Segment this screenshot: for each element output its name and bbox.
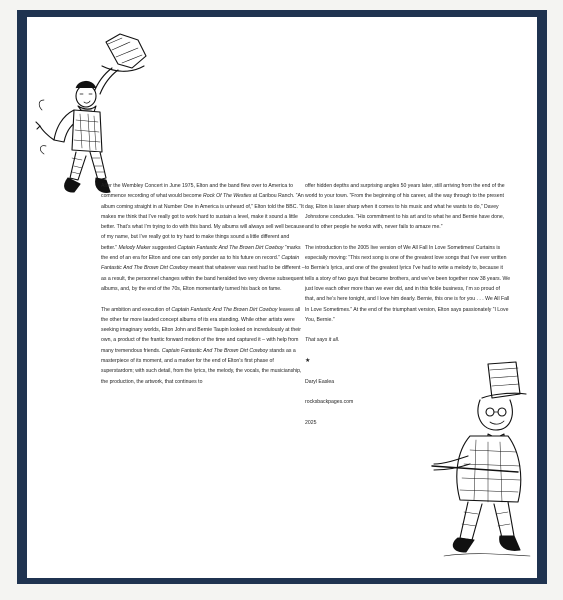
body-paragraph <box>305 243 511 325</box>
right-paragraphs <box>305 181 511 346</box>
body-text: suggested <box>150 244 178 251</box>
italic-title-text: That says it all. <box>305 337 340 344</box>
italic-title-text: Melody Maker <box>118 244 151 251</box>
body-text: stands as a masterpiece of its moment, and a marker for the end of Elton’s first phase of superstardom; with such detail, from the lyrics, the melody, the vocals, the musicianship, the production, the artwork, that continues to <box>101 347 302 385</box>
italic-title-text: Rock Of The Westies <box>203 193 252 200</box>
body-text: at Caribou Ranch. “An album coming straight in at Number One in America is unheard of,” Elton told the BBC. “It makes me think that I’ve really got to work hard to sustain a level, make it sound a little better. That’s what I’m trying to do with this band. My albums will always sell well because of my name, but I’ve really got to try hard to make things sound a little different and better.” <box>101 193 305 251</box>
right-text-column <box>305 181 511 438</box>
body-text: offer hidden depths and surprising angles 50 years later, still arriving from the end of the world to your town. “From the beginning of his career, all the way through to the present day, Elton is laser sharp when it comes to his music and what he wants to do,” Davey Johnstone concludes. “His commitment to his art and to what he and Bernie have done, and to other people he works with, never fails to amaze me.” <box>305 183 505 231</box>
body-text: After the Wembley Concert in June 1975, Elton and the band flew over to America to commence recording of what would become <box>101 183 293 200</box>
cowboy-illustration <box>34 30 154 198</box>
body-text: meant that whatever was next had to be different – as a result, the personnel changes within the band heralded two very diverse subsequent albums, and, by the end of the 70s, Elton momentarily turned his back on fame. <box>101 265 305 292</box>
italic-title-text: Captain Fantastic And The Brown Dirt Cowboy <box>101 255 300 272</box>
body-text: “marks the end of an era for Elton and one can only ponder as to his future on record.” <box>101 244 301 262</box>
body-paragraph <box>305 181 511 232</box>
author-name: Daryl Easlea <box>305 378 335 385</box>
author-site: rocksbackpages.com <box>305 399 354 406</box>
left-text-column <box>101 181 305 397</box>
article-year: 2025 <box>305 419 317 426</box>
body-text: leaves all the other far more lauded concept albums of its era standing. While other artists were seeking imaginary worlds, Elton John and Bernie Taupin looked on incredulously at their own, a product of the frantic forward motion of the time and captured it – with help from many tremendous friends. <box>101 306 301 354</box>
italic-title-text: Captain Fantastic And The Brown Dirt Cowboy <box>177 244 284 251</box>
body-paragraph <box>101 181 305 294</box>
body-paragraph <box>101 305 305 387</box>
body-paragraph <box>305 335 511 345</box>
star-glyph: ★ <box>305 358 311 365</box>
body-text: The ambition and execution of <box>101 306 172 313</box>
italic-title-text: Captain Fantastic And The Brown Dirt Cowboy <box>161 347 268 354</box>
italic-title-text: Captain Fantastic And The Brown Dirt Cowboy <box>171 306 278 313</box>
body-text: The introduction to the 2005 live version of We All Fall In Love Sometimes/ Curtains is especially moving: “This next song is one of the greatest love songs that I’ve ever written to Bernie’s lyrics, and one of the greatest lyrics I’ve had to write a melody to, because it tells a story of two guys that became brothers, and we’ve been together now 38 years. We just love each other more than we ever did, and in this fickle business, I’m so proud of that, and he’s here tonight, and I love him dearly. Bernie, this one is for you . . . We All Fall In Love Sometimes.” At the end of the triumphant version, Elton says passionately “I Love You, Bernie.” <box>305 244 511 323</box>
